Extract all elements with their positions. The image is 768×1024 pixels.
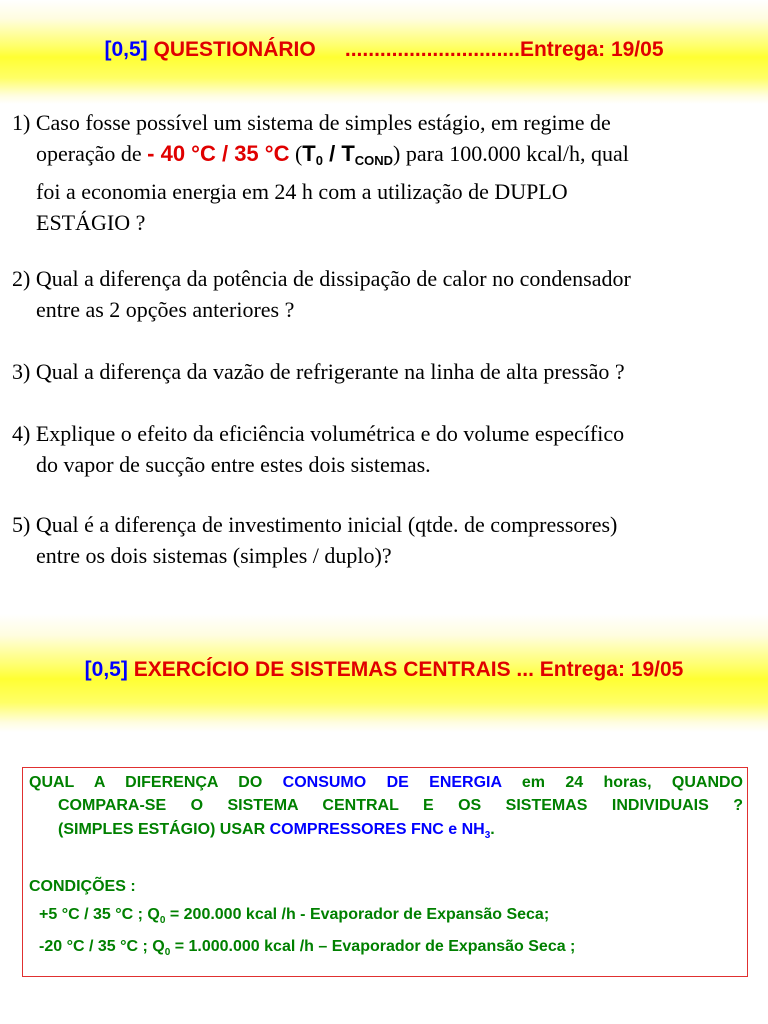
exercise-text: QUAL A DIFERENÇA DO	[29, 774, 283, 791]
condition-2	[39, 938, 575, 958]
condition-2-temp: -20 °C / 35 °C ; Q	[39, 938, 165, 955]
question-2-line-1: 2) Qual a diferença da potência de dissipação de calor no condensador	[12, 266, 631, 291]
temperature-range: - 40 °C / 35 °C	[147, 141, 290, 166]
condition-1-detail: = 200.000 kcal /h - Evaporador de Expansão Seca;	[165, 906, 550, 923]
period: .	[490, 821, 495, 838]
t-letter: T	[302, 141, 316, 166]
question-5-line-2: entre os dois sistemas (simples / duplo)?	[36, 543, 392, 568]
question-4	[12, 418, 762, 480]
questionnaire-heading: QUESTIONÁRIO	[153, 38, 316, 61]
question-1-line-1: 1) Caso fosse possível um sistema de simples estágio, em regime de	[12, 110, 611, 135]
compressors-text: COMPRESSORES FNC e NH	[269, 821, 485, 838]
question-5	[12, 509, 762, 571]
questionnaire-banner	[0, 0, 768, 104]
exercise-line-3	[58, 821, 495, 841]
condition-1	[39, 906, 549, 926]
energy-consumption-label: CONSUMO DE ENERGIA	[282, 774, 502, 791]
t0-symbol	[302, 141, 393, 166]
question-1-text: operação de	[36, 141, 148, 166]
question-1-capacity: ) para 100.000 kcal/h, qual	[393, 141, 629, 166]
question-2	[12, 263, 762, 325]
exercise-line-1	[29, 774, 743, 792]
question-1-line-4: ESTÁGIO ?	[36, 210, 146, 235]
questionnaire-due-date: Entrega: 19/05	[519, 38, 664, 61]
exercise-text-2: em 24 horas, QUANDO	[501, 774, 743, 791]
paren-open: (	[289, 141, 303, 166]
tcond-letter: / T	[322, 141, 355, 166]
exercise-banner	[0, 614, 768, 732]
exercise-title	[0, 658, 768, 682]
question-1-line-3: foi a economia energia em 24 h com a utilização de DUPLO	[36, 179, 568, 204]
exercise-line-2: COMPARA-SE O SISTEMA CENTRAL E OS SISTEMAS INDIVIDUAIS ?	[58, 797, 743, 814]
nh3-subscript: 3	[484, 830, 491, 841]
question-1-line-2	[12, 138, 762, 176]
questionnaire-title	[0, 38, 768, 62]
compressors-label	[269, 821, 491, 841]
tcond-subscript: COND	[354, 153, 394, 168]
question-1	[12, 107, 762, 238]
exercise-text-3: (SIMPLES ESTÁGIO) USAR	[58, 821, 270, 838]
t0-subscript: 0	[315, 153, 323, 168]
conditions-label: CONDIÇÕES :	[29, 878, 136, 895]
exercise-score: [0,5]	[84, 658, 128, 681]
question-4-line-1: 4) Explique o efeito da eficiência volumétrica e do volume específico	[12, 421, 625, 446]
question-4-line-2: do vapor de sucção entre estes dois sistemas.	[36, 452, 431, 477]
question-3	[12, 356, 762, 387]
question-3-line-1: 3) Qual a diferença da vazão de refrigerante na linha de alta pressão ?	[12, 359, 625, 384]
question-5-line-1: 5) Qual é a diferença de investimento inicial (qtde. de compressores)	[12, 512, 618, 537]
exercise-heading: EXERCÍCIO DE SISTEMAS CENTRAIS ... Entrega: 19/05	[133, 658, 684, 681]
condition-1-temp: +5 °C / 35 °C ; Q	[39, 906, 160, 923]
exercise-box	[22, 767, 748, 977]
question-2-line-2: entre as 2 opções anteriores ?	[36, 297, 295, 322]
condition-2-subscript: 0	[164, 947, 171, 958]
condition-1-subscript: 0	[159, 915, 166, 926]
condition-2-detail: = 1.000.000 kcal /h – Evaporador de Expansão Seca ;	[170, 938, 576, 955]
questionnaire-dots: ..............................	[344, 38, 520, 61]
questionnaire-score: [0,5]	[104, 38, 148, 61]
